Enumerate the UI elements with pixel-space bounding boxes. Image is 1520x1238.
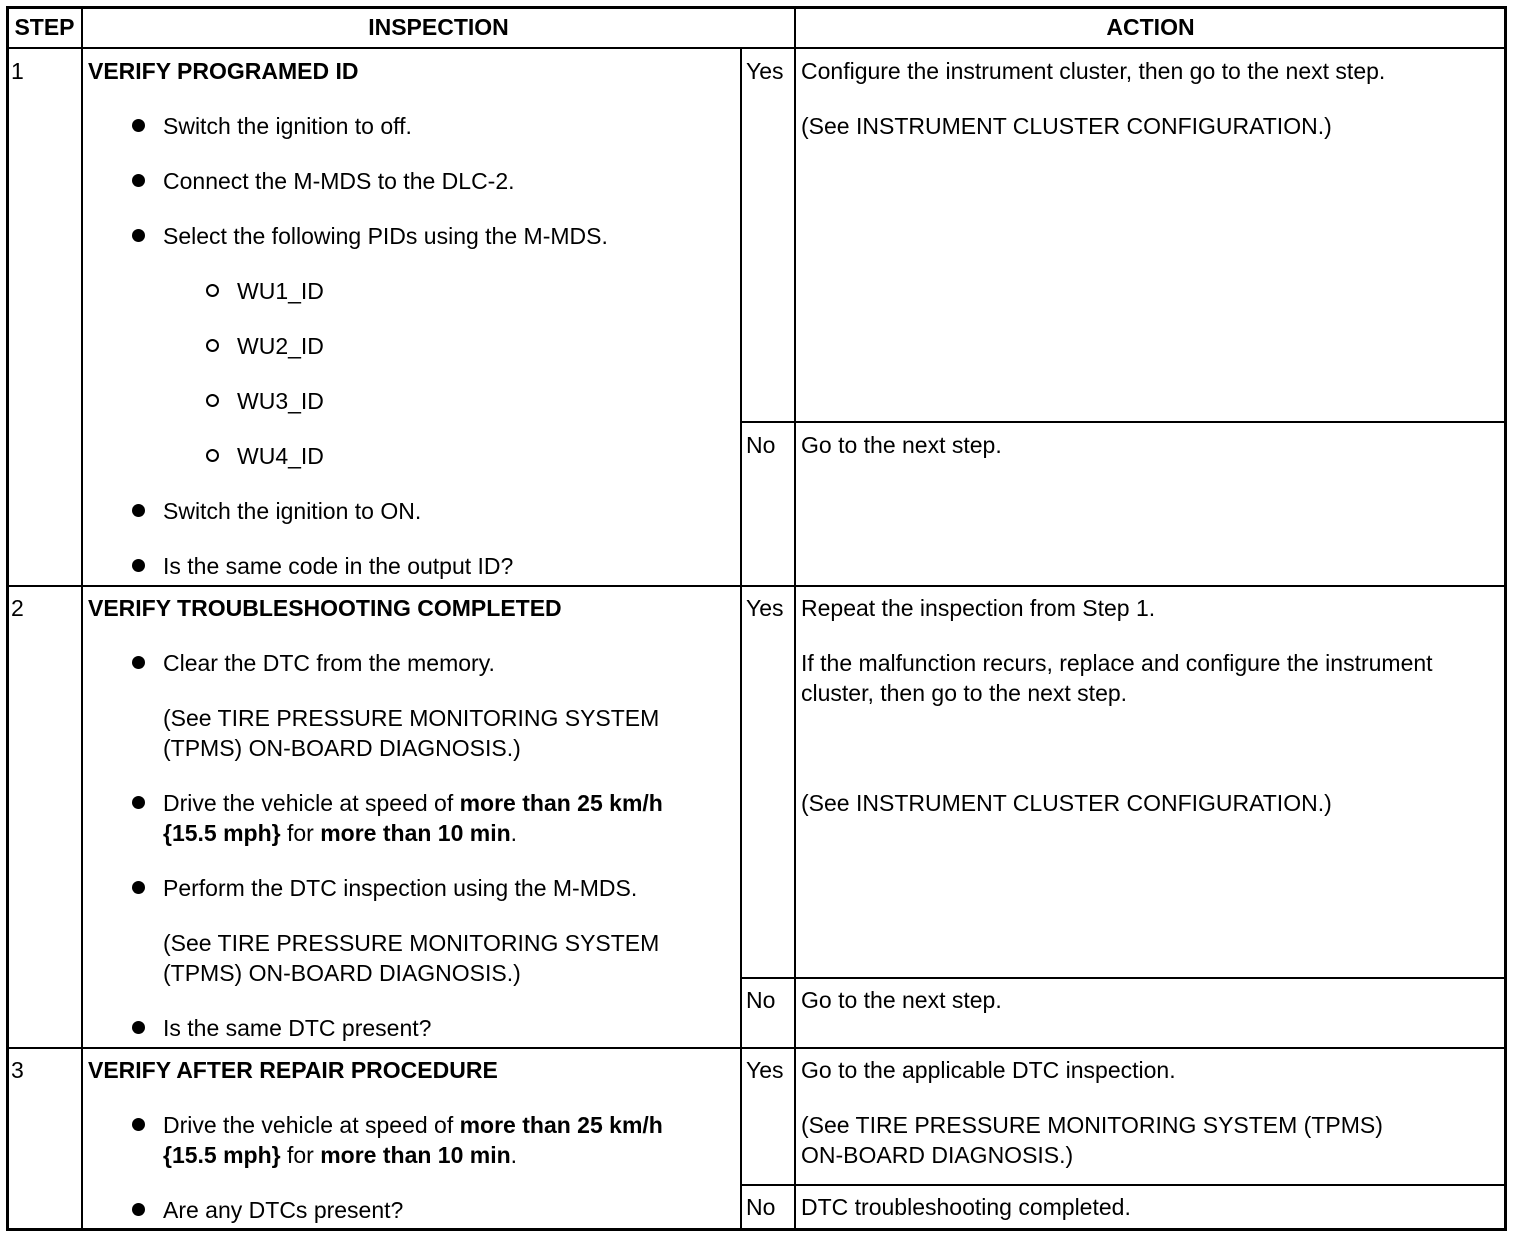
row-divider bbox=[8, 1047, 1505, 1049]
yes-label: Yes bbox=[746, 1057, 784, 1083]
inspection-reference: (See TIRE PRESSURE MONITORING SYSTEM bbox=[163, 930, 660, 956]
sub-bullet-icon bbox=[206, 339, 219, 352]
action-text: Configure the instrument cluster, then go to the next step. bbox=[801, 58, 1386, 84]
bullet-icon bbox=[132, 1203, 145, 1216]
action-text: Go to the next step. bbox=[801, 432, 1002, 458]
inspection-item: {15.5 mph} for more than 10 min. bbox=[163, 1142, 518, 1168]
inspection-item: Perform the DTC inspection using the M-MDS. bbox=[163, 875, 638, 901]
step-title: VERIFY TROUBLESHOOTING COMPLETED bbox=[88, 595, 562, 621]
header-divider bbox=[8, 47, 1505, 49]
inspection-item: Select the following PIDs using the M-MDS. bbox=[163, 223, 608, 249]
header-action: ACTION bbox=[1106, 14, 1195, 40]
column-divider bbox=[794, 8, 796, 1229]
inspection-question: Is the same DTC present? bbox=[163, 1015, 432, 1041]
action-text: Repeat the inspection from Step 1. bbox=[801, 595, 1156, 621]
no-label: No bbox=[746, 432, 776, 458]
pid-item: WU4_ID bbox=[237, 443, 324, 469]
pid-item: WU1_ID bbox=[237, 278, 324, 304]
bullet-icon bbox=[132, 504, 145, 517]
inspection-reference: (TPMS) ON-BOARD DIAGNOSIS.) bbox=[163, 960, 521, 986]
inspection-reference: (See TIRE PRESSURE MONITORING SYSTEM bbox=[163, 705, 660, 731]
step-title: VERIFY PROGRAMED ID bbox=[88, 58, 359, 84]
action-reference: (See INSTRUMENT CLUSTER CONFIGURATION.) bbox=[801, 113, 1332, 139]
yes-no-divider bbox=[740, 421, 1505, 423]
bullet-icon bbox=[132, 559, 145, 572]
sub-bullet-icon bbox=[206, 449, 219, 462]
sub-bullet-icon bbox=[206, 394, 219, 407]
inspection-reference: (TPMS) ON-BOARD DIAGNOSIS.) bbox=[163, 735, 521, 761]
action-text: If the malfunction recurs, replace and configure the instrument bbox=[801, 650, 1433, 676]
inspection-item: Drive the vehicle at speed of more than 25 km/h bbox=[163, 790, 663, 816]
inspection-item: {15.5 mph} for more than 10 min. bbox=[163, 820, 518, 846]
yes-label: Yes bbox=[746, 58, 784, 84]
no-label: No bbox=[746, 987, 776, 1013]
action-text: cluster, then go to the next step. bbox=[801, 680, 1128, 706]
inspection-item: Switch the ignition to ON. bbox=[163, 498, 422, 524]
column-divider bbox=[81, 8, 83, 1229]
step-title: VERIFY AFTER REPAIR PROCEDURE bbox=[88, 1057, 498, 1083]
inspection-item: Clear the DTC from the memory. bbox=[163, 650, 495, 676]
header-step: STEP bbox=[14, 14, 75, 40]
action-reference: (See TIRE PRESSURE MONITORING SYSTEM (TPMS) bbox=[801, 1112, 1383, 1138]
row-divider bbox=[8, 585, 1505, 587]
yes-label: Yes bbox=[746, 595, 784, 621]
yes-no-divider bbox=[740, 977, 1505, 979]
inspection-question: Are any DTCs present? bbox=[163, 1197, 404, 1223]
sub-bullet-icon bbox=[206, 284, 219, 297]
bullet-icon bbox=[132, 1021, 145, 1034]
step-number: 3 bbox=[11, 1057, 24, 1083]
action-reference: (See INSTRUMENT CLUSTER CONFIGURATION.) bbox=[801, 790, 1332, 816]
action-text: Go to the next step. bbox=[801, 987, 1002, 1013]
inspection-item: Connect the M-MDS to the DLC-2. bbox=[163, 168, 515, 194]
inspection-question: Is the same code in the output ID? bbox=[163, 553, 514, 579]
action-text: Go to the applicable DTC inspection. bbox=[801, 1057, 1176, 1083]
inspection-item: Drive the vehicle at speed of more than 25 km/h bbox=[163, 1112, 663, 1138]
bullet-icon bbox=[132, 656, 145, 669]
pid-item: WU2_ID bbox=[237, 333, 324, 359]
bullet-icon bbox=[132, 174, 145, 187]
no-label: No bbox=[746, 1194, 776, 1220]
column-divider bbox=[740, 49, 742, 1229]
inspection-item: Switch the ignition to off. bbox=[163, 113, 412, 139]
header-inspection: INSPECTION bbox=[368, 14, 509, 40]
bullet-icon bbox=[132, 1118, 145, 1131]
bullet-icon bbox=[132, 119, 145, 132]
action-reference: ON-BOARD DIAGNOSIS.) bbox=[801, 1142, 1074, 1168]
action-text: DTC troubleshooting completed. bbox=[801, 1194, 1131, 1220]
step-number: 2 bbox=[11, 595, 24, 621]
bullet-icon bbox=[132, 229, 145, 242]
bullet-icon bbox=[132, 796, 145, 809]
pid-item: WU3_ID bbox=[237, 388, 324, 414]
step-number: 1 bbox=[11, 58, 24, 84]
yes-no-divider bbox=[740, 1184, 1505, 1186]
bullet-icon bbox=[132, 881, 145, 894]
